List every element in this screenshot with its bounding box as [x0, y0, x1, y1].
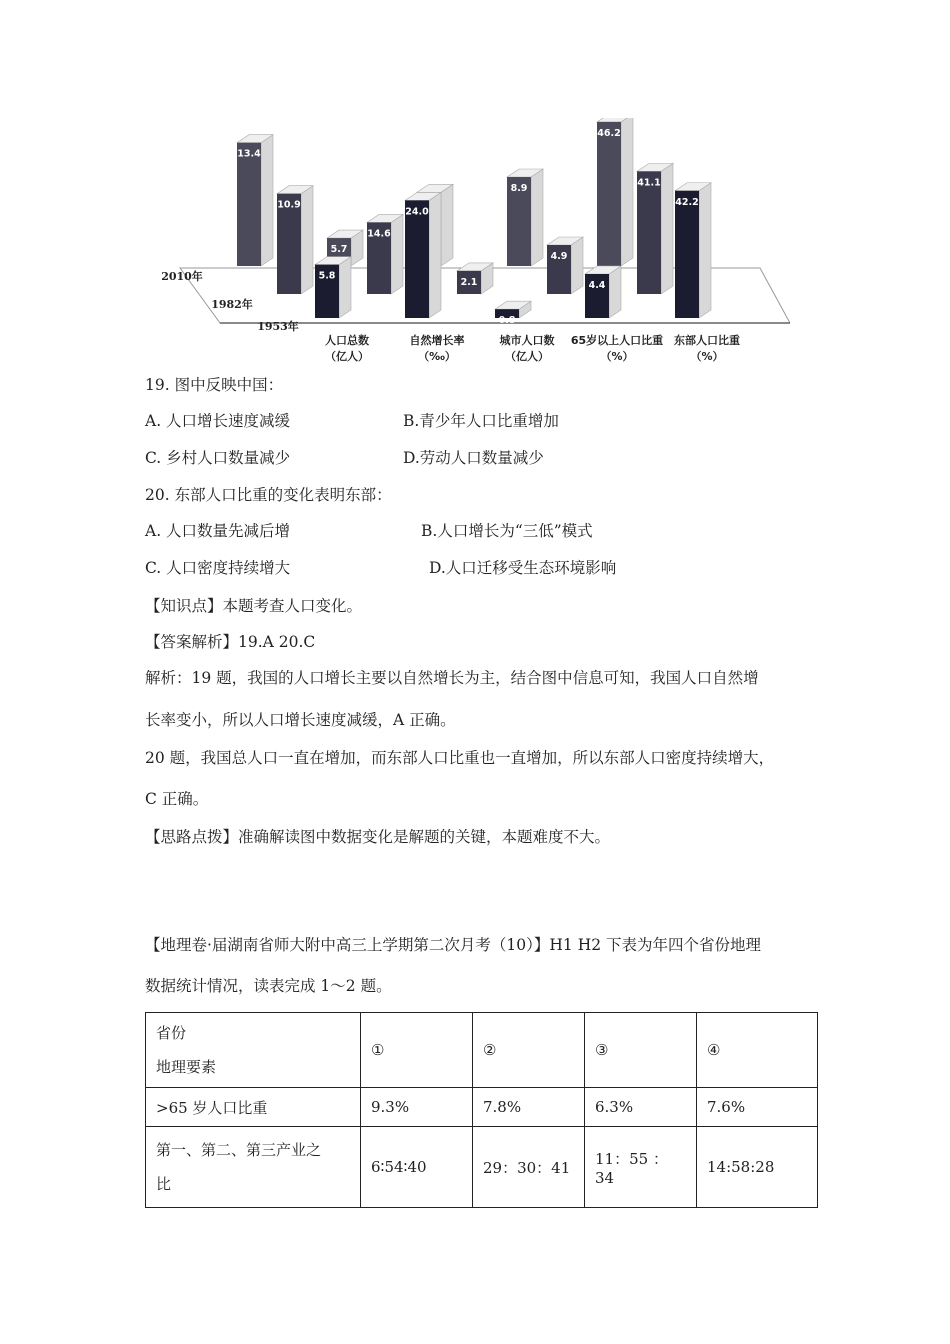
category-label: （%） — [600, 350, 634, 363]
bar-value-label: 4.4 — [588, 280, 606, 291]
next-question-line-1: 【地理卷·届湖南省师大附中高三上学期第二次月考（10）】H1 H2 下表为年四个省份地理 — [145, 936, 762, 954]
q19-option-d: D.劳动人口数量减少 — [403, 449, 544, 467]
bar-value-label: 42.2 — [675, 196, 699, 208]
bar-value-label: 5.7 — [330, 244, 348, 256]
population-3d-bar-chart — [150, 118, 790, 378]
series-year-label: 1982年 — [211, 298, 253, 311]
bar — [237, 143, 261, 266]
knowledge-point: 【知识点】本题考查人口变化。 — [145, 597, 363, 615]
category-label: （亿人） — [325, 350, 369, 363]
q20-option-a: A. 人口数量先减后增 — [145, 522, 291, 540]
table-header-row — [146, 1013, 818, 1088]
category-label: 东部人口比重 — [674, 334, 740, 347]
analysis-line-3: 20 题，我国总人口一直在增加，而东部人口比重也一直增加，所以东部人口密度持续增大， — [145, 749, 775, 767]
bar-side-face — [441, 184, 453, 266]
table-cell: 6∶54∶40 — [361, 1127, 473, 1208]
category-label: 城市人口数 — [499, 334, 555, 347]
bar-value-label: 14.6 — [367, 228, 391, 240]
table-row — [146, 1127, 818, 1208]
series-year-label: 2010年 — [161, 270, 203, 283]
table-cell: 7.8% — [473, 1088, 585, 1127]
category-label: 65岁以上人口比重 — [570, 334, 664, 347]
row-label-line: 第一、第二、第三产业之 — [156, 1141, 322, 1159]
bar — [637, 171, 661, 294]
bar-value-label: 8.9 — [510, 183, 528, 194]
tip-line: 【思路点拨】准确解读图中数据变化是解题的关键，本题难度不大。 — [145, 828, 611, 846]
bar-value-label: 24.0 — [405, 206, 429, 218]
q20-stem: 20. 东部人口比重的变化表明东部： — [145, 486, 392, 504]
analysis-line-1: 解析：19 题，我国的人口增长主要以自然增长为主，结合图中信息可知，我国人口自然增 — [145, 669, 759, 687]
q20-option-b: B.人口增长为“三低”模式 — [421, 522, 593, 540]
bar-side-face — [339, 257, 351, 318]
bar-value-label: 41.1 — [637, 177, 661, 189]
bar-value-label: 2.1 — [460, 276, 478, 288]
bar-value-label: 0.8 — [498, 315, 516, 327]
bar-side-face — [571, 237, 583, 294]
bar — [597, 122, 621, 266]
q20-option-c: C. 人口密度持续增大 — [145, 559, 291, 577]
table-cell: 11：55 ：34 — [585, 1127, 697, 1208]
table-cell: 29：30：41 — [473, 1127, 585, 1208]
q20-option-d: D.人口迁移受生态环境影响 — [429, 559, 617, 577]
bar-side-face — [429, 192, 441, 318]
analysis-line-2: 长率变小，所以人口增长速度减缓，A 正确。 — [145, 711, 456, 729]
bar-value-label: 4.9 — [550, 251, 568, 262]
row-label — [146, 1127, 361, 1208]
col-header-1: ① — [361, 1013, 473, 1088]
table-cell: 9.3% — [361, 1088, 473, 1127]
bar — [675, 191, 699, 318]
category-label: 自然增长率 — [409, 334, 465, 347]
header-province: 省份 — [156, 1024, 187, 1042]
analysis-line-4: C 正确。 — [145, 790, 209, 808]
province-data-table — [145, 1012, 818, 1208]
bar-side-face — [391, 214, 403, 294]
next-question-line-2: 数据统计情况，读表完成 1～2 题。 — [145, 977, 392, 995]
bar-side-face — [301, 186, 313, 294]
table-cell: 6.3% — [585, 1088, 697, 1127]
bar-side-face — [261, 135, 273, 266]
q19-option-a: A. 人口增长速度减缓 — [145, 412, 291, 430]
category-label: （‰） — [418, 350, 456, 363]
bar-side-face — [621, 118, 633, 266]
q19-option-b: B.青少年人口比重增加 — [403, 412, 559, 430]
table-corner-header — [146, 1013, 361, 1088]
table-row — [146, 1088, 818, 1127]
col-header-2: ② — [473, 1013, 585, 1088]
bar-side-face — [531, 169, 543, 266]
bar-side-face — [609, 266, 621, 318]
col-header-3: ③ — [585, 1013, 697, 1088]
col-header-4: ④ — [697, 1013, 818, 1088]
category-label: （%） — [690, 350, 724, 363]
bar — [405, 200, 429, 318]
bar-side-face — [661, 163, 673, 294]
answer-line: 【答案解析】19.A 20.C — [145, 633, 316, 651]
bar-value-label: 13.4 — [237, 148, 261, 160]
row-label: >65 岁人口比重 — [146, 1088, 361, 1127]
bar-value-label: 46.2 — [597, 127, 621, 139]
bar-value-label: 10.9 — [277, 199, 301, 211]
bar-value-label: 5.8 — [318, 270, 336, 282]
series-year-label: 1953年 — [257, 320, 299, 333]
category-label: 人口总数 — [325, 334, 369, 347]
row-label-line: 比 — [156, 1175, 172, 1193]
table-cell: 14:58:28 — [697, 1127, 818, 1208]
bar-side-face — [699, 183, 711, 318]
population-chart — [150, 118, 790, 378]
table-cell: 7.6% — [697, 1088, 818, 1127]
q19-option-c: C. 乡村人口数量减少 — [145, 449, 291, 467]
header-geo-element: 地理要素 — [156, 1058, 217, 1076]
category-label: （亿人） — [505, 350, 549, 363]
q19-stem: 19. 图中反映中国： — [145, 376, 284, 394]
